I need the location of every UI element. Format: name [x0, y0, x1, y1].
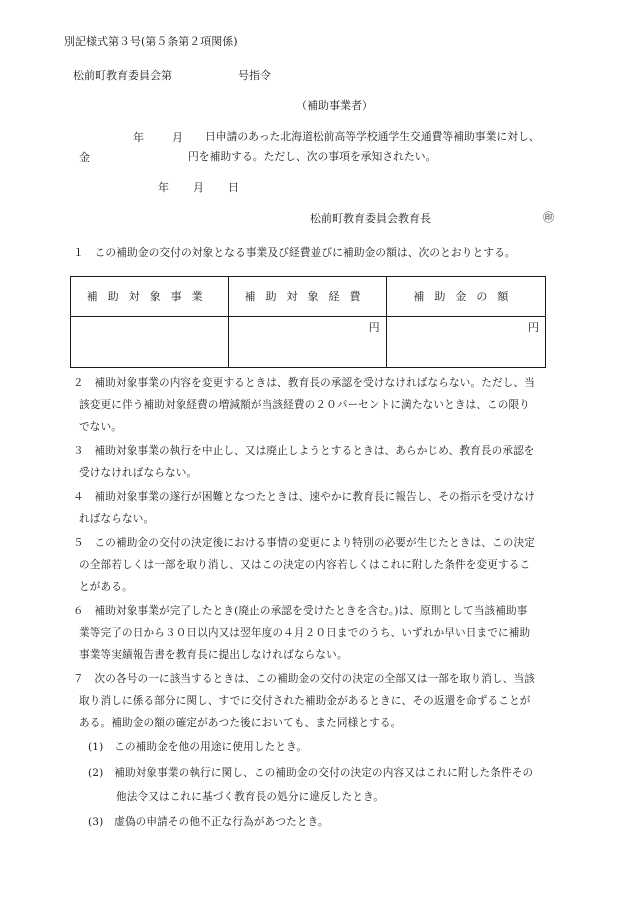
paragraph-line: 受けなければならない。	[79, 467, 198, 479]
paragraph-line: (1) この補助金を他の用途に使用したとき。	[88, 741, 308, 753]
paragraph-line: ２ 補助対象事業の内容を変更するときは、教育長の承認を受けなければならない。ただし、当	[73, 377, 535, 389]
unit-yen: 円	[368, 321, 380, 334]
header-subsidy-expenses: 補助対象経費	[229, 277, 386, 317]
paragraph-line: (3) 虚偽の申請その他不正な行為があつたとき。	[88, 816, 329, 828]
date-day: 日	[228, 181, 239, 194]
paragraph-line: 業等完了の日から３０日以内又は翌年度の４月２０日までのうち、いずれか早い日までに補助	[79, 627, 531, 639]
paragraph-line: ５ この補助金の交付の決定後における事情の変更により特別の必要が生じたときは、この決定	[73, 537, 535, 549]
order-number-suffix: 号指令	[238, 69, 271, 82]
grant-table-header-row	[71, 277, 546, 317]
recipient: （補助事業者）	[296, 99, 373, 112]
paragraph-line: でない。	[79, 421, 122, 433]
paragraph-line: 他法令又はこれに基づく教育長の処分に違反したとき。	[116, 791, 385, 803]
paragraph-line: 取り消しに係る部分に関し、すでに交付された補助金があるときに、その返還を命ずることが	[79, 695, 531, 707]
paragraph-line: ４ 補助対象事業の遂行が困難となつたときは、速やかに教育長に報告し、その指示を受けなけ	[73, 491, 535, 503]
paragraph-line: の全部若しくは一部を取り消し、又はこの決定の内容若しくはこれに附した条件を変更するこ	[79, 559, 531, 571]
intro-year: 年	[133, 131, 144, 144]
header-subsidy-amount: 補助金の額	[386, 277, 545, 317]
paragraph-line: 事業等実績報告書を教育長に提出しなければならない。	[79, 649, 348, 661]
signatory-name: 松前町教育委員会教育長	[310, 212, 431, 225]
cell-subsidy-amount	[386, 317, 545, 368]
grant-table-value-row	[71, 317, 546, 368]
intro-month: 月	[172, 131, 183, 144]
seal-mark: ㊞	[543, 211, 554, 224]
paragraph-line: ７ 次の各号の一に該当するときは、この補助金の交付の決定の全部又は一部を取り消し、当該	[73, 673, 535, 685]
paragraph-line: ればならない。	[79, 513, 155, 525]
unit-yen: 円	[528, 321, 539, 334]
paragraph-line: ある。補助金の額の確定があつた後においても、また同様とする。	[79, 717, 402, 729]
grant-table	[70, 276, 546, 368]
paragraph-line: (2) 補助対象事業の執行に関し、この補助金の交付の決定の内容又はこれに附した条件その	[88, 767, 534, 779]
cell-subsidy-project	[71, 317, 229, 368]
item-1: １ この補助金の交付の対象となる事業及び経費並びに補助金の額は、次のとおりとする。	[73, 246, 516, 259]
paragraph-line: ３ 補助対象事業の執行を中止し、又は廃止しようとするときは、あらかじめ、教育長の承認を	[73, 445, 535, 457]
header-subsidy-project: 補助対象事業	[71, 277, 229, 317]
date-month: 月	[193, 181, 204, 194]
intro-amount-label: 金	[79, 151, 90, 164]
intro-amount-text: 円を補助する。ただし、次の事項を承知されたい。	[188, 150, 437, 163]
paragraph-line: とがある。	[79, 581, 133, 593]
paragraph-line: 該変更に伴う補助対象経費の増減額が当該経費の２０パーセントに満たないときは、この限り	[79, 399, 531, 411]
paragraph-line: ６ 補助対象事業が完了したとき(廃止の承認を受けたときを含む。)は、原則として当該補助事	[73, 605, 528, 617]
intro-day-text: 日申請のあった北海道松前高等学校通学生交通費等補助事業に対し、	[205, 130, 540, 143]
date-year: 年	[158, 181, 169, 194]
form-label: 別記様式第３号(第５条第２項関係)	[64, 35, 238, 48]
cell-subsidy-expenses	[229, 317, 386, 368]
order-number-prefix: 松前町教育委員会第	[73, 69, 172, 82]
